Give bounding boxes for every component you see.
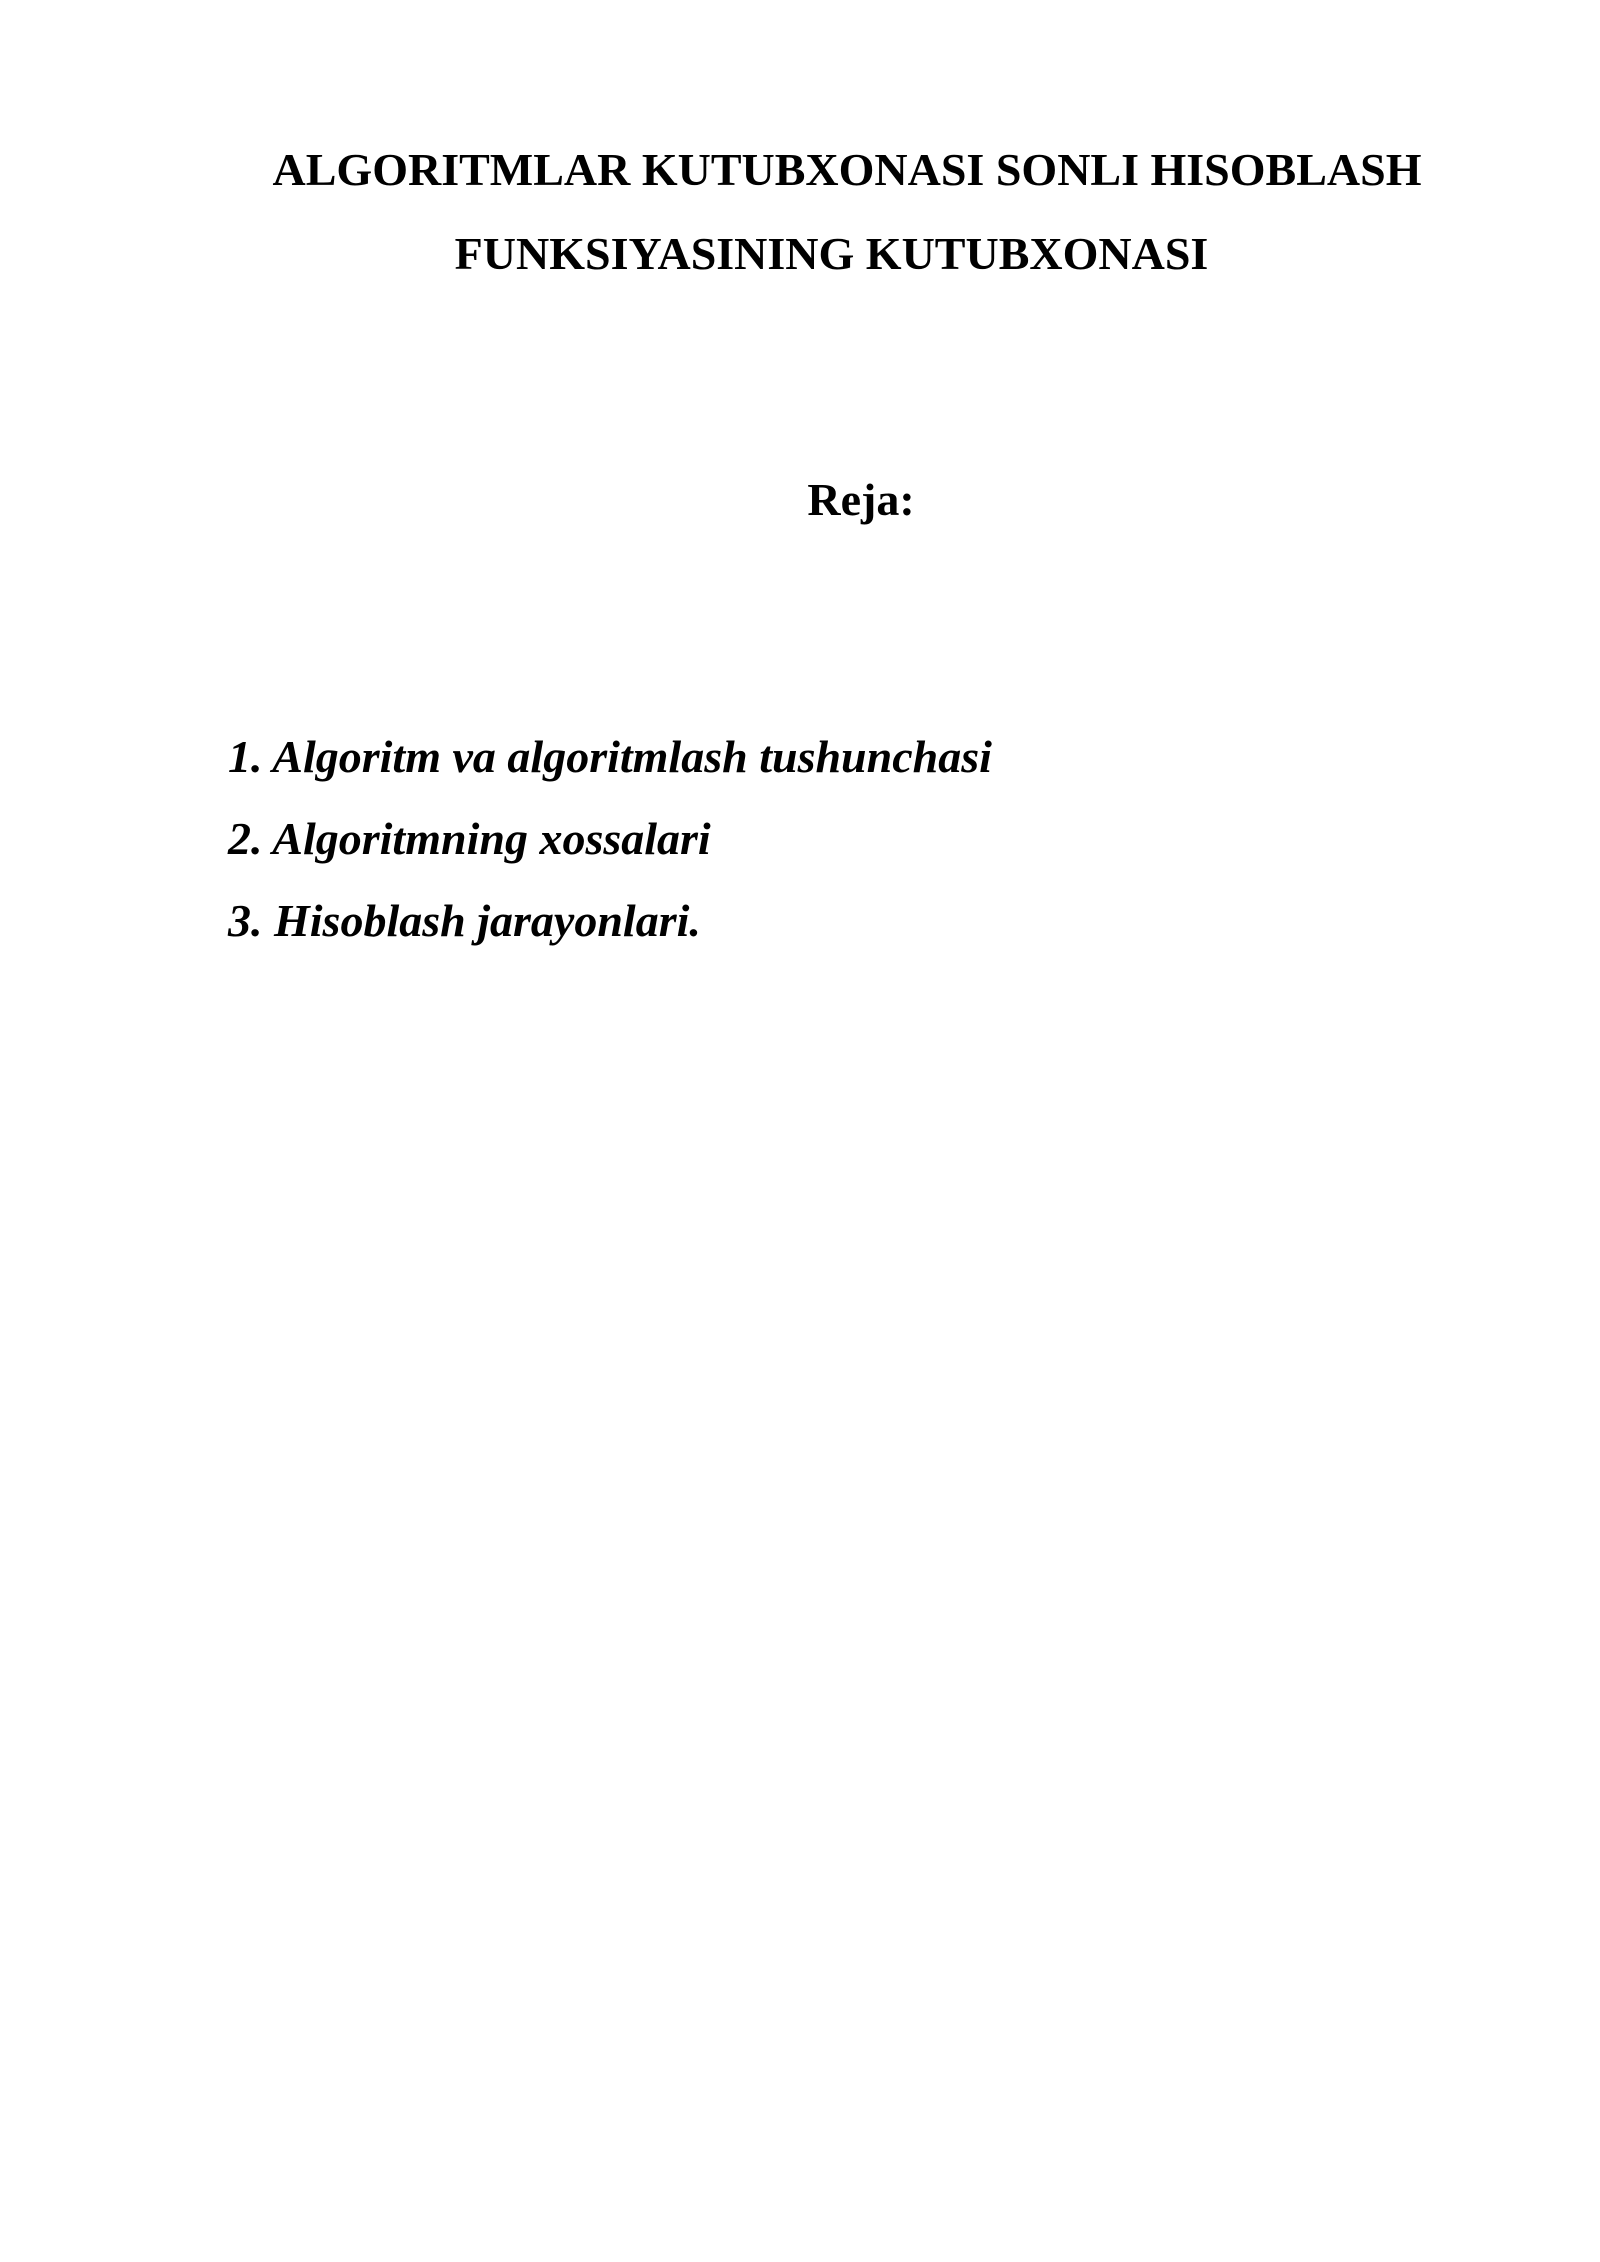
plan-item-1: 1. Algoritm va algoritmlash tushunchasi — [228, 731, 992, 782]
plan-item-2: 2. Algoritmning xossalari — [228, 813, 711, 864]
title-line-1: ALGORITMLAR KUTUBXONASI SONLI HISOBLASH — [272, 144, 1422, 195]
plan-list — [228, 716, 992, 962]
title-line-2: FUNKSIYASINING KUTUBXONASI — [454, 228, 1209, 279]
plan-item-3: 3. Hisoblash jarayonlari. — [228, 895, 701, 946]
document-title — [0, 128, 1600, 296]
plan-heading: Reja: — [807, 474, 915, 525]
